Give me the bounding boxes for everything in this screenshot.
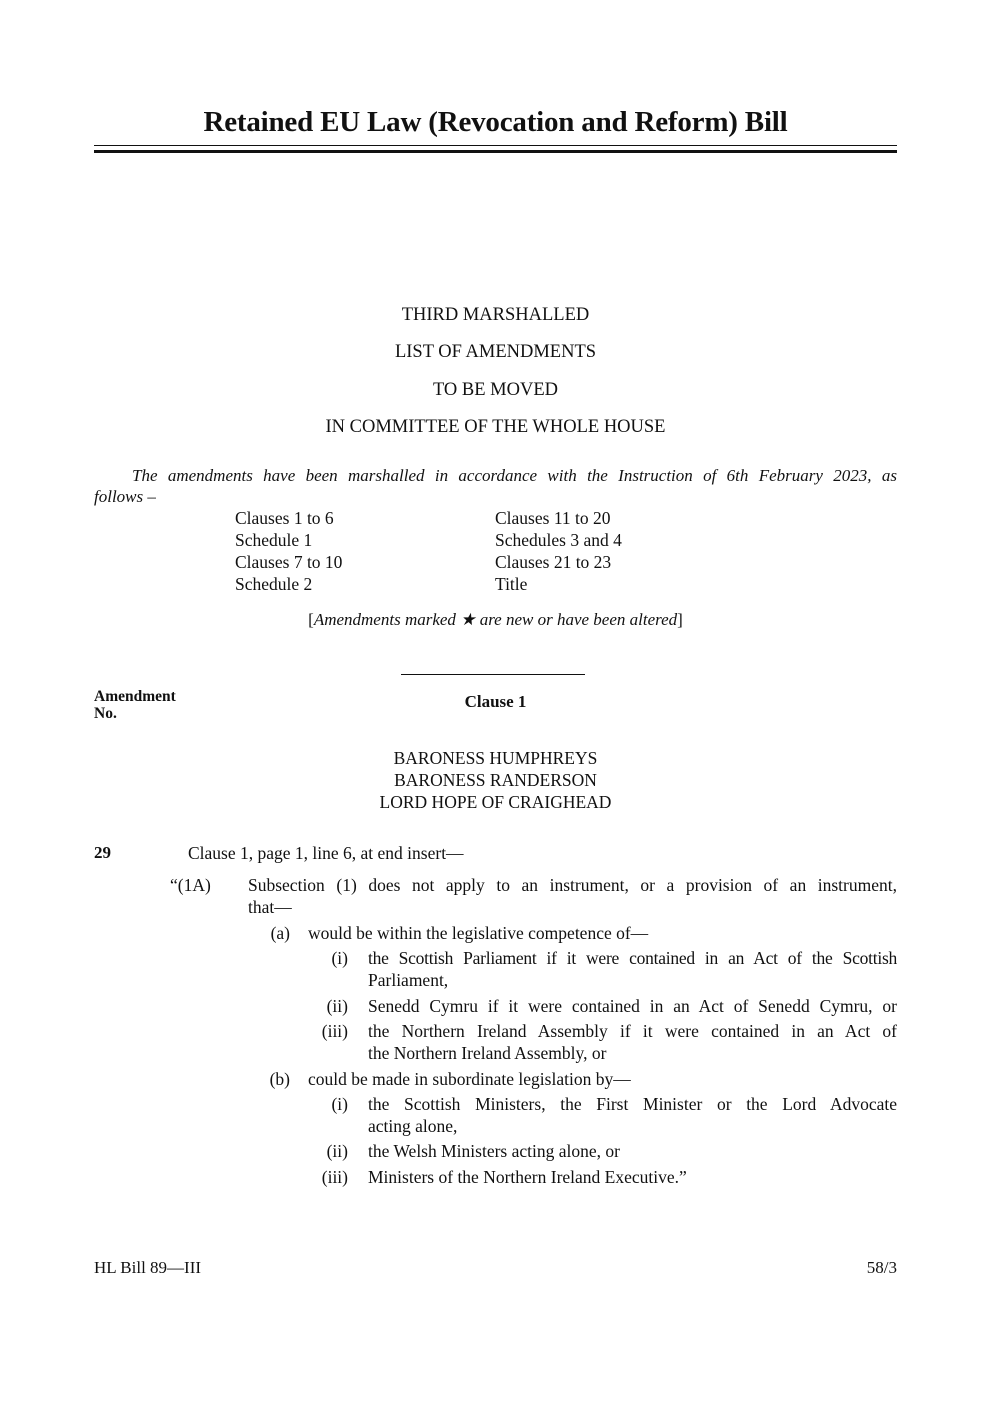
footer-bill-reference: HL Bill 89—III [94,1258,202,1277]
subpara-a-ii-line-1: Senedd Cymru if it were contained in an Act of Senedd Cymru, or [368,996,897,1016]
order-item: Clauses 11 to 20 [495,508,611,528]
heading-line-1: THIRD MARSHALLED [401,305,590,325]
sponsor: BARONESS RANDERSON [394,770,597,790]
order-item: Schedule 1 [235,530,313,550]
intro-line-1: The amendments have been marshalled in accordance with the Instruction of 6th February 2023, as [132,466,897,485]
bill-title: Retained EU Law (Revocation and Reform) Bill [203,106,788,138]
order-item: Clauses 1 to 6 [235,508,334,528]
subpara-b-i-label: (i) [331,1094,348,1114]
subsection-label: “(1A) [170,875,211,895]
clause-heading: Clause 1 [464,692,527,711]
sponsor: BARONESS HUMPHREYS [393,748,598,768]
subpara-a-iii-label: (iii) [321,1021,348,1041]
subpara-b-ii-line-1: the Welsh Ministers acting alone, or [368,1141,620,1161]
footer-page-reference: 58/3 [866,1258,897,1277]
marshalling-intro [94,465,897,507]
subpara-a-i-label: (i) [331,948,348,968]
subpara-b-ii-label: (ii) [326,1141,348,1161]
subpara-b-iii-label: (iii) [321,1167,348,1187]
para-b-label: (b) [269,1069,290,1089]
order-item: Clauses 7 to 10 [235,552,343,572]
schedule-order-left [235,507,342,595]
subpara-a-ii-label: (ii) [326,996,348,1016]
para-a-text: would be within the legislative competence of— [308,923,649,943]
subpara-a-i-line-1: the Scottish Parliament if it were contained in an Act of the Scottish [368,948,897,968]
order-item: Schedule 2 [235,574,313,594]
subsection-text-line-1: Subsection (1) does not apply to an instrument, or a provision of an instrument, [248,875,897,895]
para-a-label: (a) [270,923,290,943]
subpara-b-i-line-2: acting alone, [368,1116,458,1136]
order-item: Schedules 3 and 4 [495,530,622,550]
para-b-text: could be made in subordinate legislation by— [308,1069,631,1089]
section-divider [401,674,585,675]
amendment-number-label: Amendment No. [94,688,176,722]
star-icon: ★ [460,610,476,629]
sponsor: LORD HOPE OF CRAIGHEAD [379,792,612,812]
title-rule-thin [94,145,897,146]
amendment-instruction: Clause 1, page 1, line 6, at end insert— [188,843,464,863]
subpara-a-iii-line-1: the Northern Ireland Assembly if it were contained in an Act of [368,1021,897,1041]
heading-line-3: TO BE MOVED [432,380,559,400]
amendment-number: 29 [94,843,111,862]
heading-line-4: IN COMMITTEE OF THE WHOLE HOUSE [325,417,666,437]
subsection-text-line-2: that— [248,897,292,917]
order-item: Clauses 21 to 23 [495,552,612,572]
order-item: Title [495,574,528,594]
intro-line-2: follows – [94,487,156,506]
subpara-b-iii-line-1: Ministers of the Northern Ireland Executive.” [368,1167,687,1187]
heading-line-2: LIST OF AMENDMENTS [394,342,597,362]
sponsor-names [94,747,897,813]
schedule-order-right [495,507,622,595]
subpara-a-i-line-2: Parliament, [368,970,449,990]
amendments-note: [Amendments marked ★ are new or have been altered] [308,610,683,629]
subpara-a-iii-line-2: the Northern Ireland Assembly, or [368,1043,607,1063]
title-rule-thick [94,150,897,153]
subpara-b-i-line-1: the Scottish Ministers, the First Minister or the Lord Advocate [368,1094,897,1114]
